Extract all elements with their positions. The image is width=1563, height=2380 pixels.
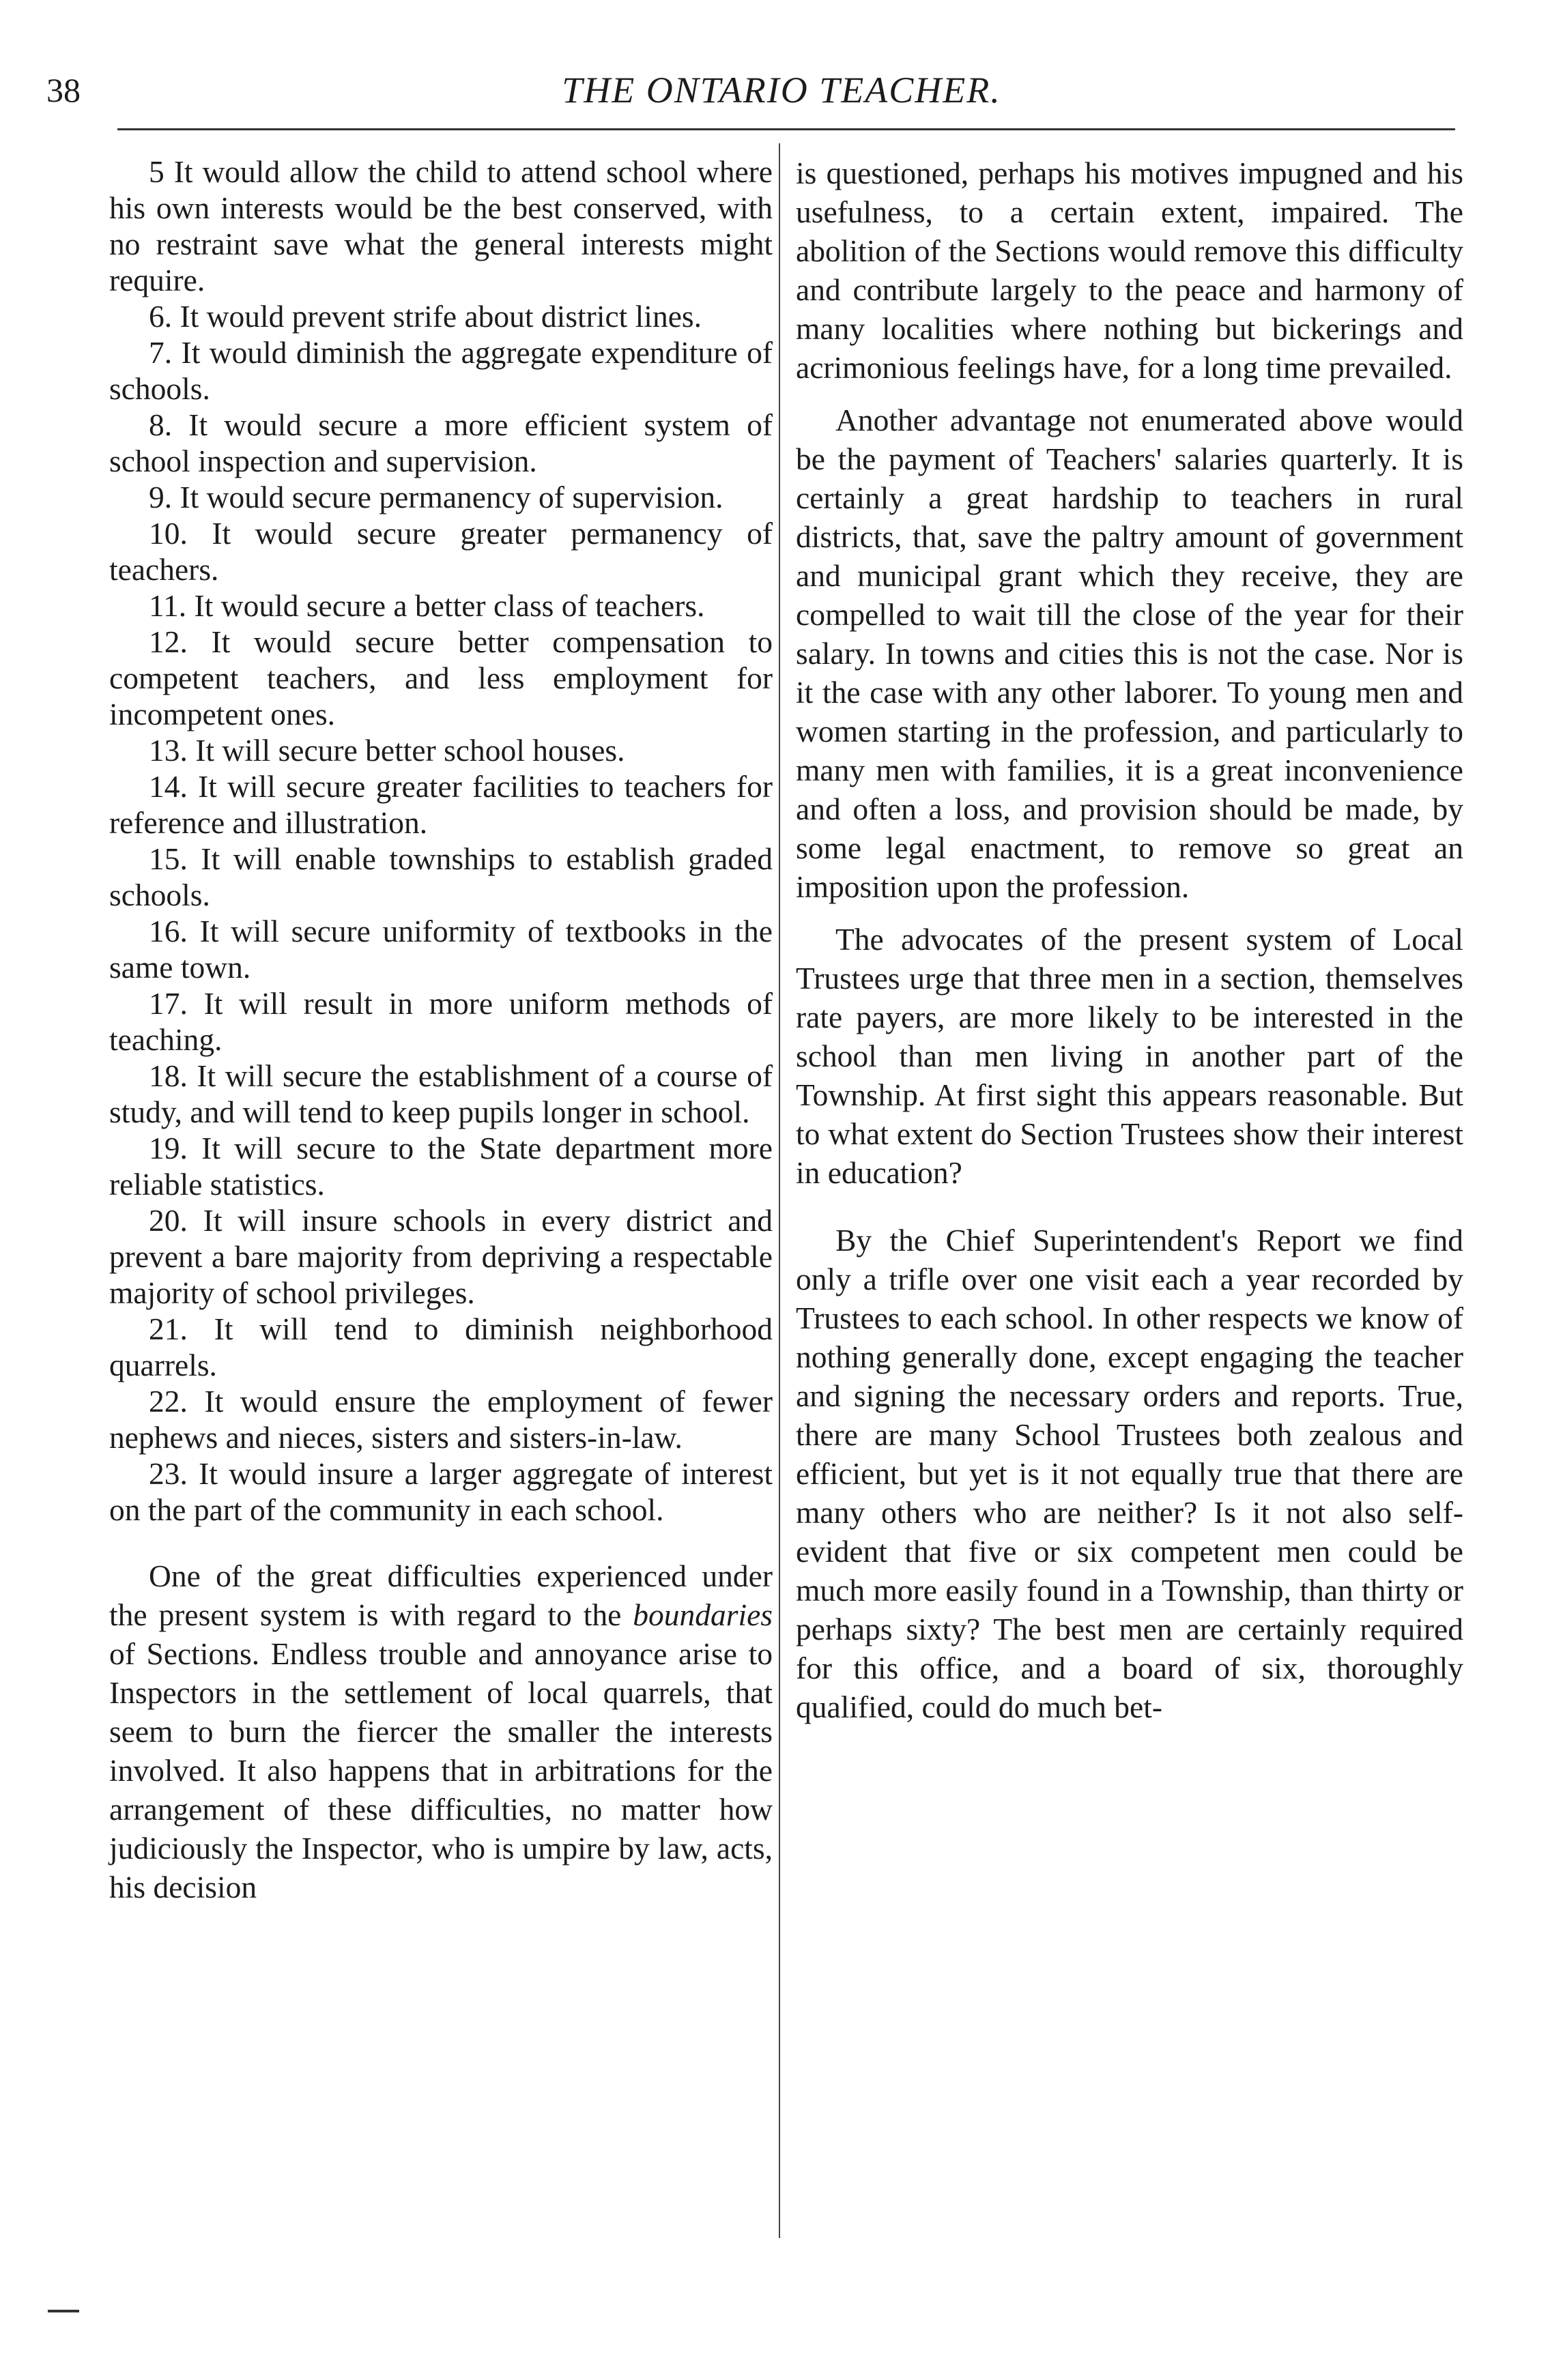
list-item-16: 16. It will secure uniformity of textbooks in the same town. (109, 914, 773, 985)
list-item-15: 15. It will enable townships to establish graded schools. (109, 841, 773, 912)
trustees-paragraph: The advocates of the present system of Local Trustees urge that three men in a section, themselves rate payers, are more likely to be interested in the school than men living in another part of the Township. At first sight this appears reasonable. But to what extent do Section Trustees show their interest in education? (796, 922, 1463, 1190)
list-item-7: 7. It would diminish the aggregate expenditure of schools. (109, 335, 773, 406)
list-item-20: 20. It will insure schools in every district and prevent a bare majority from depriving a respectable majority of school privileges. (109, 1203, 773, 1310)
list-item-5: 5 It would allow the child to attend school where his own interests would be the best conserved, with no restraint save what the general interests might require. (109, 154, 773, 298)
page-header (0, 63, 1563, 117)
list-item-22: 22. It would ensure the employment of fewer nephews and nieces, sisters and sisters-in-law. (109, 1384, 773, 1455)
running-title: THE ONTARIO TEACHER. (562, 70, 1001, 111)
list-item-19: 19. It will secure to the State department more reliable statistics. (109, 1131, 773, 1202)
list-item-21: 21. It will tend to diminish neighborhood quarrels. (109, 1311, 773, 1382)
list-item-23: 23. It would insure a larger aggregate of interest on the part of the community in each school. (109, 1456, 773, 1527)
right-column (796, 154, 1463, 1726)
boundaries-emphasis: boundaries (633, 1597, 773, 1632)
boundaries-text-after: of Sections. Endless trouble and annoyance arise to Inspectors in the settlement of local quarrels, that seem to burn the fiercer the smaller the interests involved. It also happens that in arbitrations for the arrangement of these difficulties, no matter how judiciously the Inspector, who is umpire by law, acts, his decision (109, 1636, 773, 1904)
boundaries-paragraph (109, 1556, 773, 1906)
list-item-14: 14. It will secure greater facilities to teachers for reference and illustration. (109, 769, 773, 840)
list-item-18: 18. It will secure the establishment of a course of study, and will tend to keep pupils longer in school. (109, 1058, 773, 1129)
list-item-17: 17. It will result in more uniform methods of teaching. (109, 986, 773, 1057)
list-item-9: 9. It would secure permanency of supervision. (149, 480, 723, 514)
list-item-13: 13. It will secure better school houses. (149, 733, 625, 768)
margin-mark (48, 2310, 79, 2312)
column-divider (779, 143, 780, 2238)
boundaries-text-before: One of the great difficulties experienced under the present system is with regard to the (109, 1558, 773, 1632)
continuation-paragraph: is questioned, perhaps his motives impugned and his usefulness, to a certain extent, impaired. The abolition of the Sections would remove this difficulty and contribute largely to the peace and harmony of many localities where nothing but bickerings and acrimonious feelings have, for a long time prevailed. (796, 156, 1463, 385)
list-item-10: 10. It would secure greater permanency of teachers. (109, 516, 773, 587)
salaries-paragraph: Another advantage not enumerated above would be the payment of Teachers' salaries quarterly. It is certainly a great hardship to teachers in rural districts, that, save the paltry amount of government and municipal grant which they receive, they are compelled to wait till the close of the year for their salary. In towns and cities this is not the case. Nor is it the case with any other laborer. To young men and women starting in the profession, and particularly to many men with families, it is a great inconvenience and often a loss, and provision should be made, by some legal enactment, to remove so great an imposition upon the profession. (796, 403, 1463, 904)
left-column (109, 154, 773, 1906)
report-paragraph: By the Chief Superintendent's Report we find only a trifle over one visit each a year recorded by Trustees to each school. In other respects we know of nothing generally done, except engaging the teacher and signing the necessary orders and reports. True, there are many School Trustees both zealous and efficient, but yet is it not equally true that there are many others who are neither? Is it not also self-evident that five or six competent men could be much more easily found in a Township, than thirty or perhaps sixty? The best men are certainly required for this office, and a board of six, thoroughly qualified, could do much bet- (796, 1223, 1463, 1724)
list-item-11: 11. It would secure a better class of teachers. (149, 588, 705, 623)
header-rule (117, 128, 1455, 130)
page-number: 38 (46, 71, 81, 109)
list-item-6: 6. It would prevent strife about district lines. (149, 299, 702, 334)
list-item-12: 12. It would secure better compensation to competent teachers, and less employment for incompetent ones. (109, 624, 773, 731)
list-item-8: 8. It would secure a more efficient system of school inspection and supervision. (109, 407, 773, 478)
